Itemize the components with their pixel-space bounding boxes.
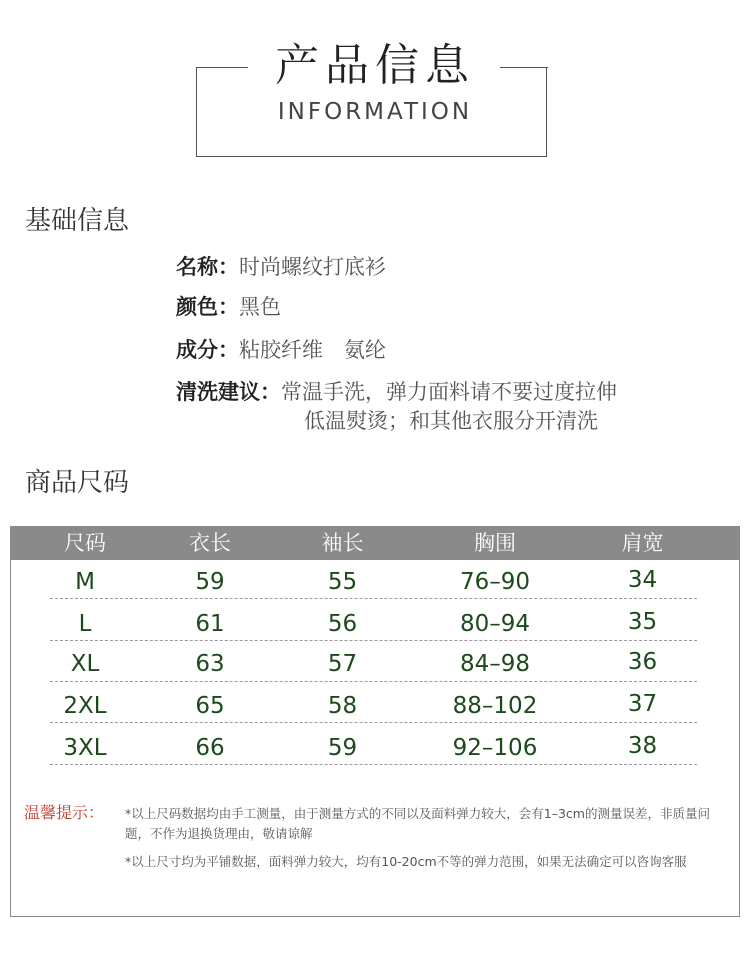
info-value: 常温手洗，弹力面料请不要过度拉伸 xyxy=(281,380,617,404)
table-cell: 36 xyxy=(627,649,658,675)
tips-note-2: *以上尺寸均为平铺数据，面料弹力较大，均有10-20cm不等的弹力范围，如果无法确定可以咨询客服 xyxy=(125,854,687,869)
table-cell: 63 xyxy=(195,651,225,677)
page-title: 产品信息 xyxy=(275,40,475,91)
size-title: 商品尺码 xyxy=(25,468,130,498)
info-value: 黑色 xyxy=(239,295,281,319)
info-row-name xyxy=(176,252,386,282)
row-divider xyxy=(50,681,697,682)
table-cell: 92–106 xyxy=(452,735,538,761)
info-row-washing xyxy=(176,377,617,407)
info-value: 粘胶纤维 氨纶 xyxy=(239,338,386,362)
table-cell: 55 xyxy=(327,569,358,595)
table-cell: 35 xyxy=(627,609,658,635)
table-cell: 80–94 xyxy=(459,611,531,637)
row-divider xyxy=(50,598,697,599)
info-key: 成分： xyxy=(176,338,239,362)
row-divider xyxy=(50,764,697,765)
header-shoulder: 肩宽 xyxy=(621,531,664,555)
page-subtitle: INFORMATION xyxy=(277,99,473,125)
info-row-material xyxy=(176,335,386,365)
header-length: 衣长 xyxy=(189,531,231,555)
table-cell: 76–90 xyxy=(459,569,531,595)
table-cell: 84–98 xyxy=(459,651,531,677)
info-row-color xyxy=(176,292,281,322)
tips-note-1: *以上尺码数据均由手工测量，由于测量方式的不同以及面料弹力较大，会有1–3cm的测量误差，非质量问题，不作为退换货理由，敬请谅解 xyxy=(125,806,710,841)
basic-info-title: 基础信息 xyxy=(25,206,130,236)
info-washing-continued: 低温熨烫；和其他衣服分开清洗 xyxy=(304,409,598,433)
table-cell: 66 xyxy=(195,735,225,761)
table-cell: 37 xyxy=(627,691,658,717)
info-key: 颜色： xyxy=(176,295,239,319)
table-cell: 61 xyxy=(195,611,225,637)
table-cell: 2XL xyxy=(63,693,107,719)
table-cell: L xyxy=(78,611,92,637)
table-cell: XL xyxy=(70,651,100,677)
info-key: 清洗建议： xyxy=(176,380,281,404)
header-size: 尺码 xyxy=(64,531,106,555)
row-divider xyxy=(50,640,697,641)
tips-label: 温馨提示： xyxy=(24,803,105,822)
table-cell: 58 xyxy=(327,693,358,719)
table-cell: 38 xyxy=(627,733,658,759)
table-cell: 34 xyxy=(627,567,658,593)
header-sleeve: 袖长 xyxy=(321,531,364,555)
info-key: 名称： xyxy=(176,255,239,279)
info-value: 时尚螺纹打底衫 xyxy=(239,255,386,279)
table-cell: 88–102 xyxy=(452,693,538,719)
table-cell: 65 xyxy=(195,693,225,719)
table-cell: 56 xyxy=(327,611,358,637)
table-cell: 3XL xyxy=(63,735,107,761)
table-cell: 59 xyxy=(195,569,225,595)
table-cell: 57 xyxy=(327,651,358,677)
table-cell: M xyxy=(75,569,95,595)
row-divider xyxy=(50,722,697,723)
table-cell: 59 xyxy=(327,735,358,761)
header-chest: 胸围 xyxy=(474,531,516,555)
